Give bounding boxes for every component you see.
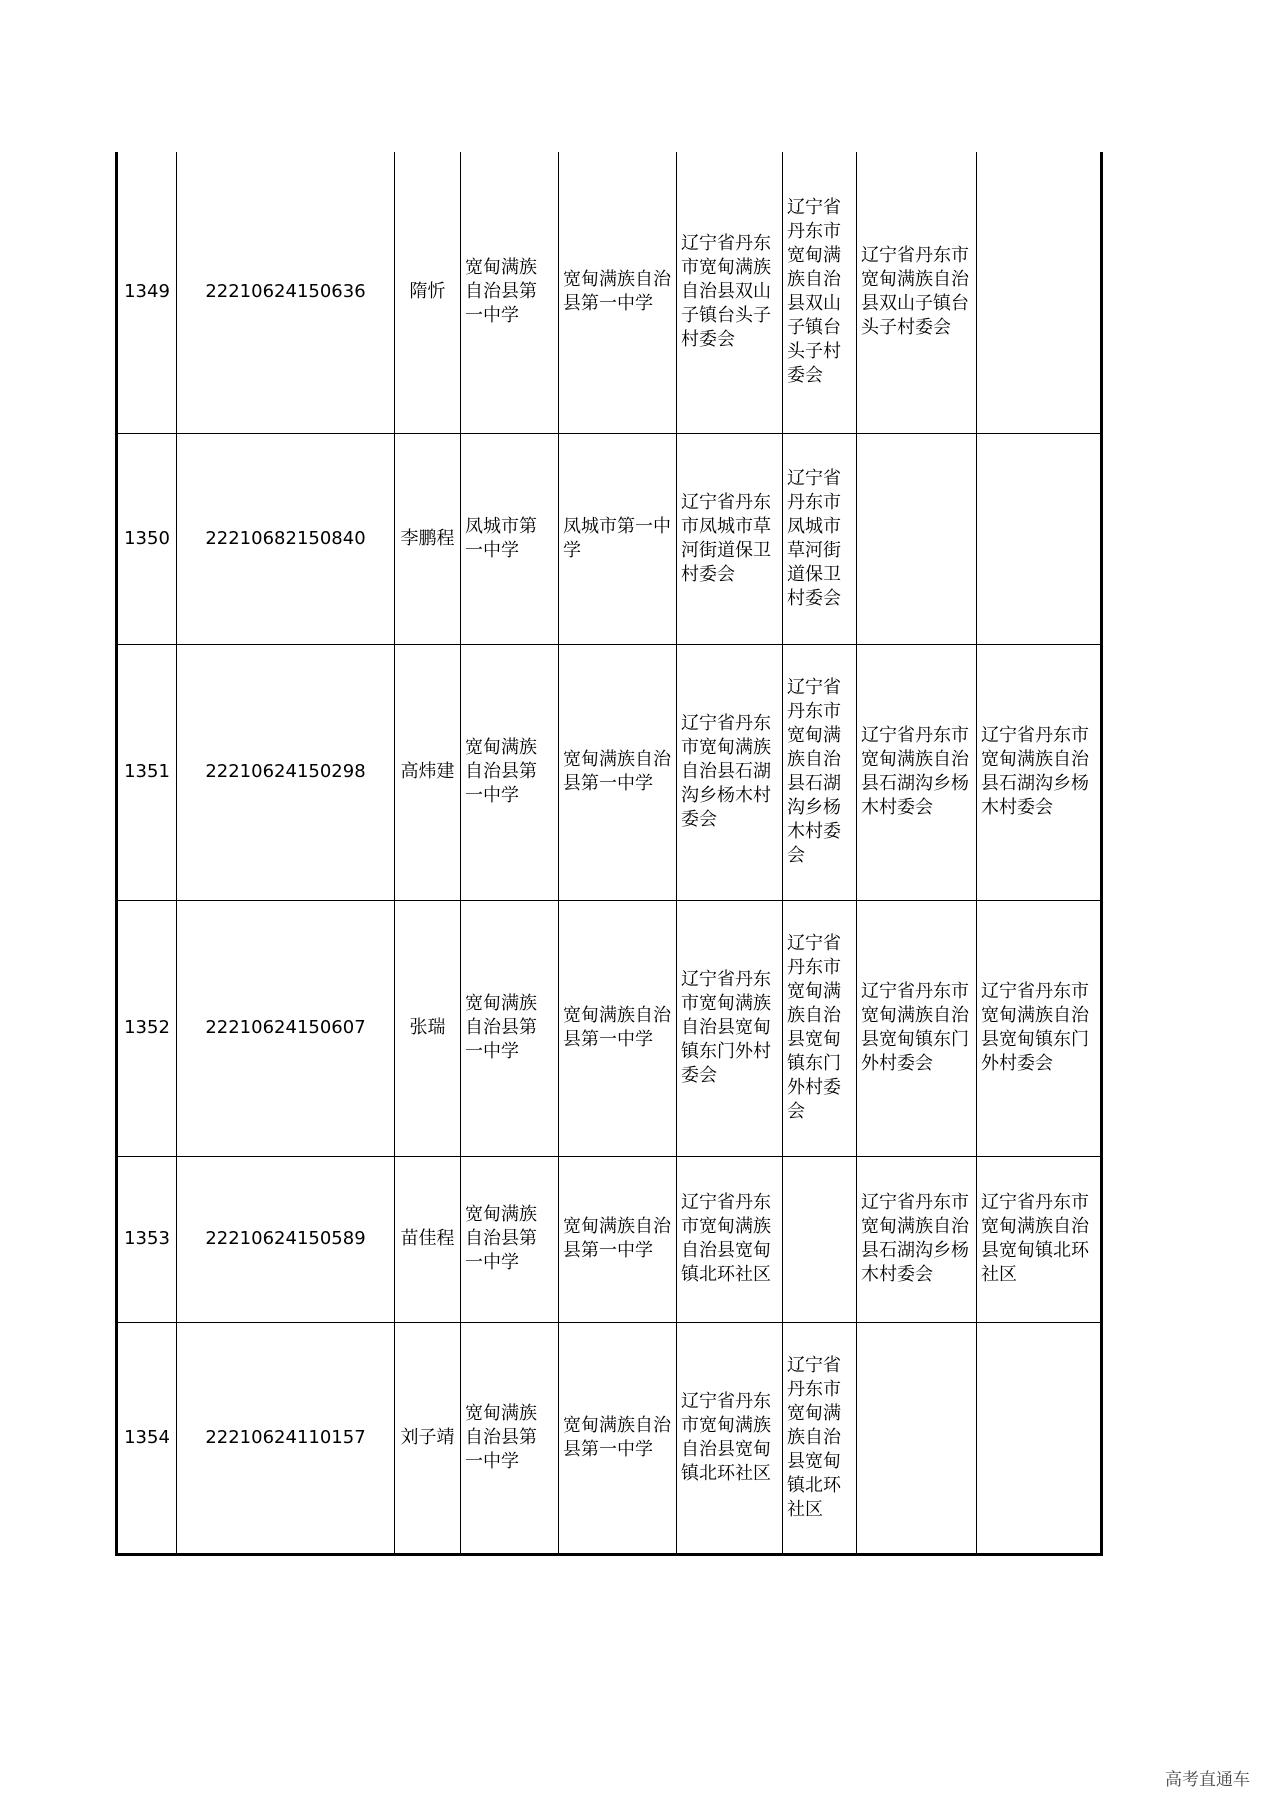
student-name: 高炜建 bbox=[395, 644, 461, 900]
address-3: 辽宁省丹东市宽甸满族自治县石湖沟乡杨木村委会 bbox=[857, 1156, 977, 1322]
student-name: 张瑞 bbox=[395, 900, 461, 1156]
table-row bbox=[117, 900, 1102, 1156]
school: 宽甸满族自治县第一中学 bbox=[461, 152, 559, 433]
table-row bbox=[117, 644, 1102, 900]
address-4: 辽宁省丹东市宽甸满族自治县石湖沟乡杨木村委会 bbox=[977, 644, 1102, 900]
address-1: 辽宁省丹东市宽甸满族自治县双山子镇台头子村委会 bbox=[677, 152, 783, 433]
address-4: 辽宁省丹东市宽甸满族自治县宽甸镇北环社区 bbox=[977, 1156, 1102, 1322]
school: 宽甸满族自治县第一中学 bbox=[461, 900, 559, 1156]
school: 宽甸满族自治县第一中学 bbox=[461, 1156, 559, 1322]
school: 凤城市第一中学 bbox=[461, 433, 559, 644]
row-number: 1351 bbox=[117, 644, 177, 900]
address-2: 辽宁省丹东市宽甸满族自治县宽甸镇北环社区 bbox=[783, 1322, 857, 1554]
row-number: 1353 bbox=[117, 1156, 177, 1322]
address-2: 辽宁省丹东市凤城市草河街道保卫村委会 bbox=[783, 433, 857, 644]
school-2: 宽甸满族自治县第一中学 bbox=[559, 152, 677, 433]
exam-id: 22210624110157 bbox=[177, 1322, 395, 1554]
row-number: 1349 bbox=[117, 152, 177, 433]
address-4 bbox=[977, 1322, 1102, 1554]
address-1: 辽宁省丹东市宽甸满族自治县宽甸镇北环社区 bbox=[677, 1156, 783, 1322]
table-row bbox=[117, 433, 1102, 644]
school-2: 凤城市第一中学 bbox=[559, 433, 677, 644]
address-3: 辽宁省丹东市宽甸满族自治县双山子镇台头子村委会 bbox=[857, 152, 977, 433]
address-3: 辽宁省丹东市宽甸满族自治县石湖沟乡杨木村委会 bbox=[857, 644, 977, 900]
row-number: 1350 bbox=[117, 433, 177, 644]
exam-id: 22210624150589 bbox=[177, 1156, 395, 1322]
school: 宽甸满族自治县第一中学 bbox=[461, 644, 559, 900]
student-name: 苗佳程 bbox=[395, 1156, 461, 1322]
address-1: 辽宁省丹东市宽甸满族自治县宽甸镇北环社区 bbox=[677, 1322, 783, 1554]
student-name: 隋忻 bbox=[395, 152, 461, 433]
address-1: 辽宁省丹东市宽甸满族自治县宽甸镇东门外村委会 bbox=[677, 900, 783, 1156]
exam-id: 22210624150298 bbox=[177, 644, 395, 900]
row-number: 1352 bbox=[117, 900, 177, 1156]
school-2: 宽甸满族自治县第一中学 bbox=[559, 1322, 677, 1554]
school-2: 宽甸满族自治县第一中学 bbox=[559, 1156, 677, 1322]
address-2: 辽宁省丹东市宽甸满族自治县石湖沟乡杨木村委会 bbox=[783, 644, 857, 900]
student-name: 李鹏程 bbox=[395, 433, 461, 644]
watermark-text: 高考直通车 bbox=[1165, 1770, 1250, 1790]
address-1: 辽宁省丹东市宽甸满族自治县石湖沟乡杨木村委会 bbox=[677, 644, 783, 900]
address-2 bbox=[783, 1156, 857, 1322]
address-3 bbox=[857, 433, 977, 644]
address-2: 辽宁省丹东市宽甸满族自治县宽甸镇东门外村委会 bbox=[783, 900, 857, 1156]
address-1: 辽宁省丹东市凤城市草河街道保卫村委会 bbox=[677, 433, 783, 644]
address-4 bbox=[977, 433, 1102, 644]
address-3 bbox=[857, 1322, 977, 1554]
exam-id: 22210682150840 bbox=[177, 433, 395, 644]
exam-id: 22210624150636 bbox=[177, 152, 395, 433]
table-row bbox=[117, 1322, 1102, 1554]
school-2: 宽甸满族自治县第一中学 bbox=[559, 644, 677, 900]
address-4: 辽宁省丹东市宽甸满族自治县宽甸镇东门外村委会 bbox=[977, 900, 1102, 1156]
address-2: 辽宁省丹东市宽甸满族自治县双山子镇台头子村委会 bbox=[783, 152, 857, 433]
school: 宽甸满族自治县第一中学 bbox=[461, 1322, 559, 1554]
roster-table bbox=[115, 152, 1103, 1556]
table-row bbox=[117, 152, 1102, 433]
school-2: 宽甸满族自治县第一中学 bbox=[559, 900, 677, 1156]
exam-id: 22210624150607 bbox=[177, 900, 395, 1156]
address-3: 辽宁省丹东市宽甸满族自治县宽甸镇东门外村委会 bbox=[857, 900, 977, 1156]
row-number: 1354 bbox=[117, 1322, 177, 1554]
table-row bbox=[117, 1156, 1102, 1322]
address-4 bbox=[977, 152, 1102, 433]
student-name: 刘子靖 bbox=[395, 1322, 461, 1554]
